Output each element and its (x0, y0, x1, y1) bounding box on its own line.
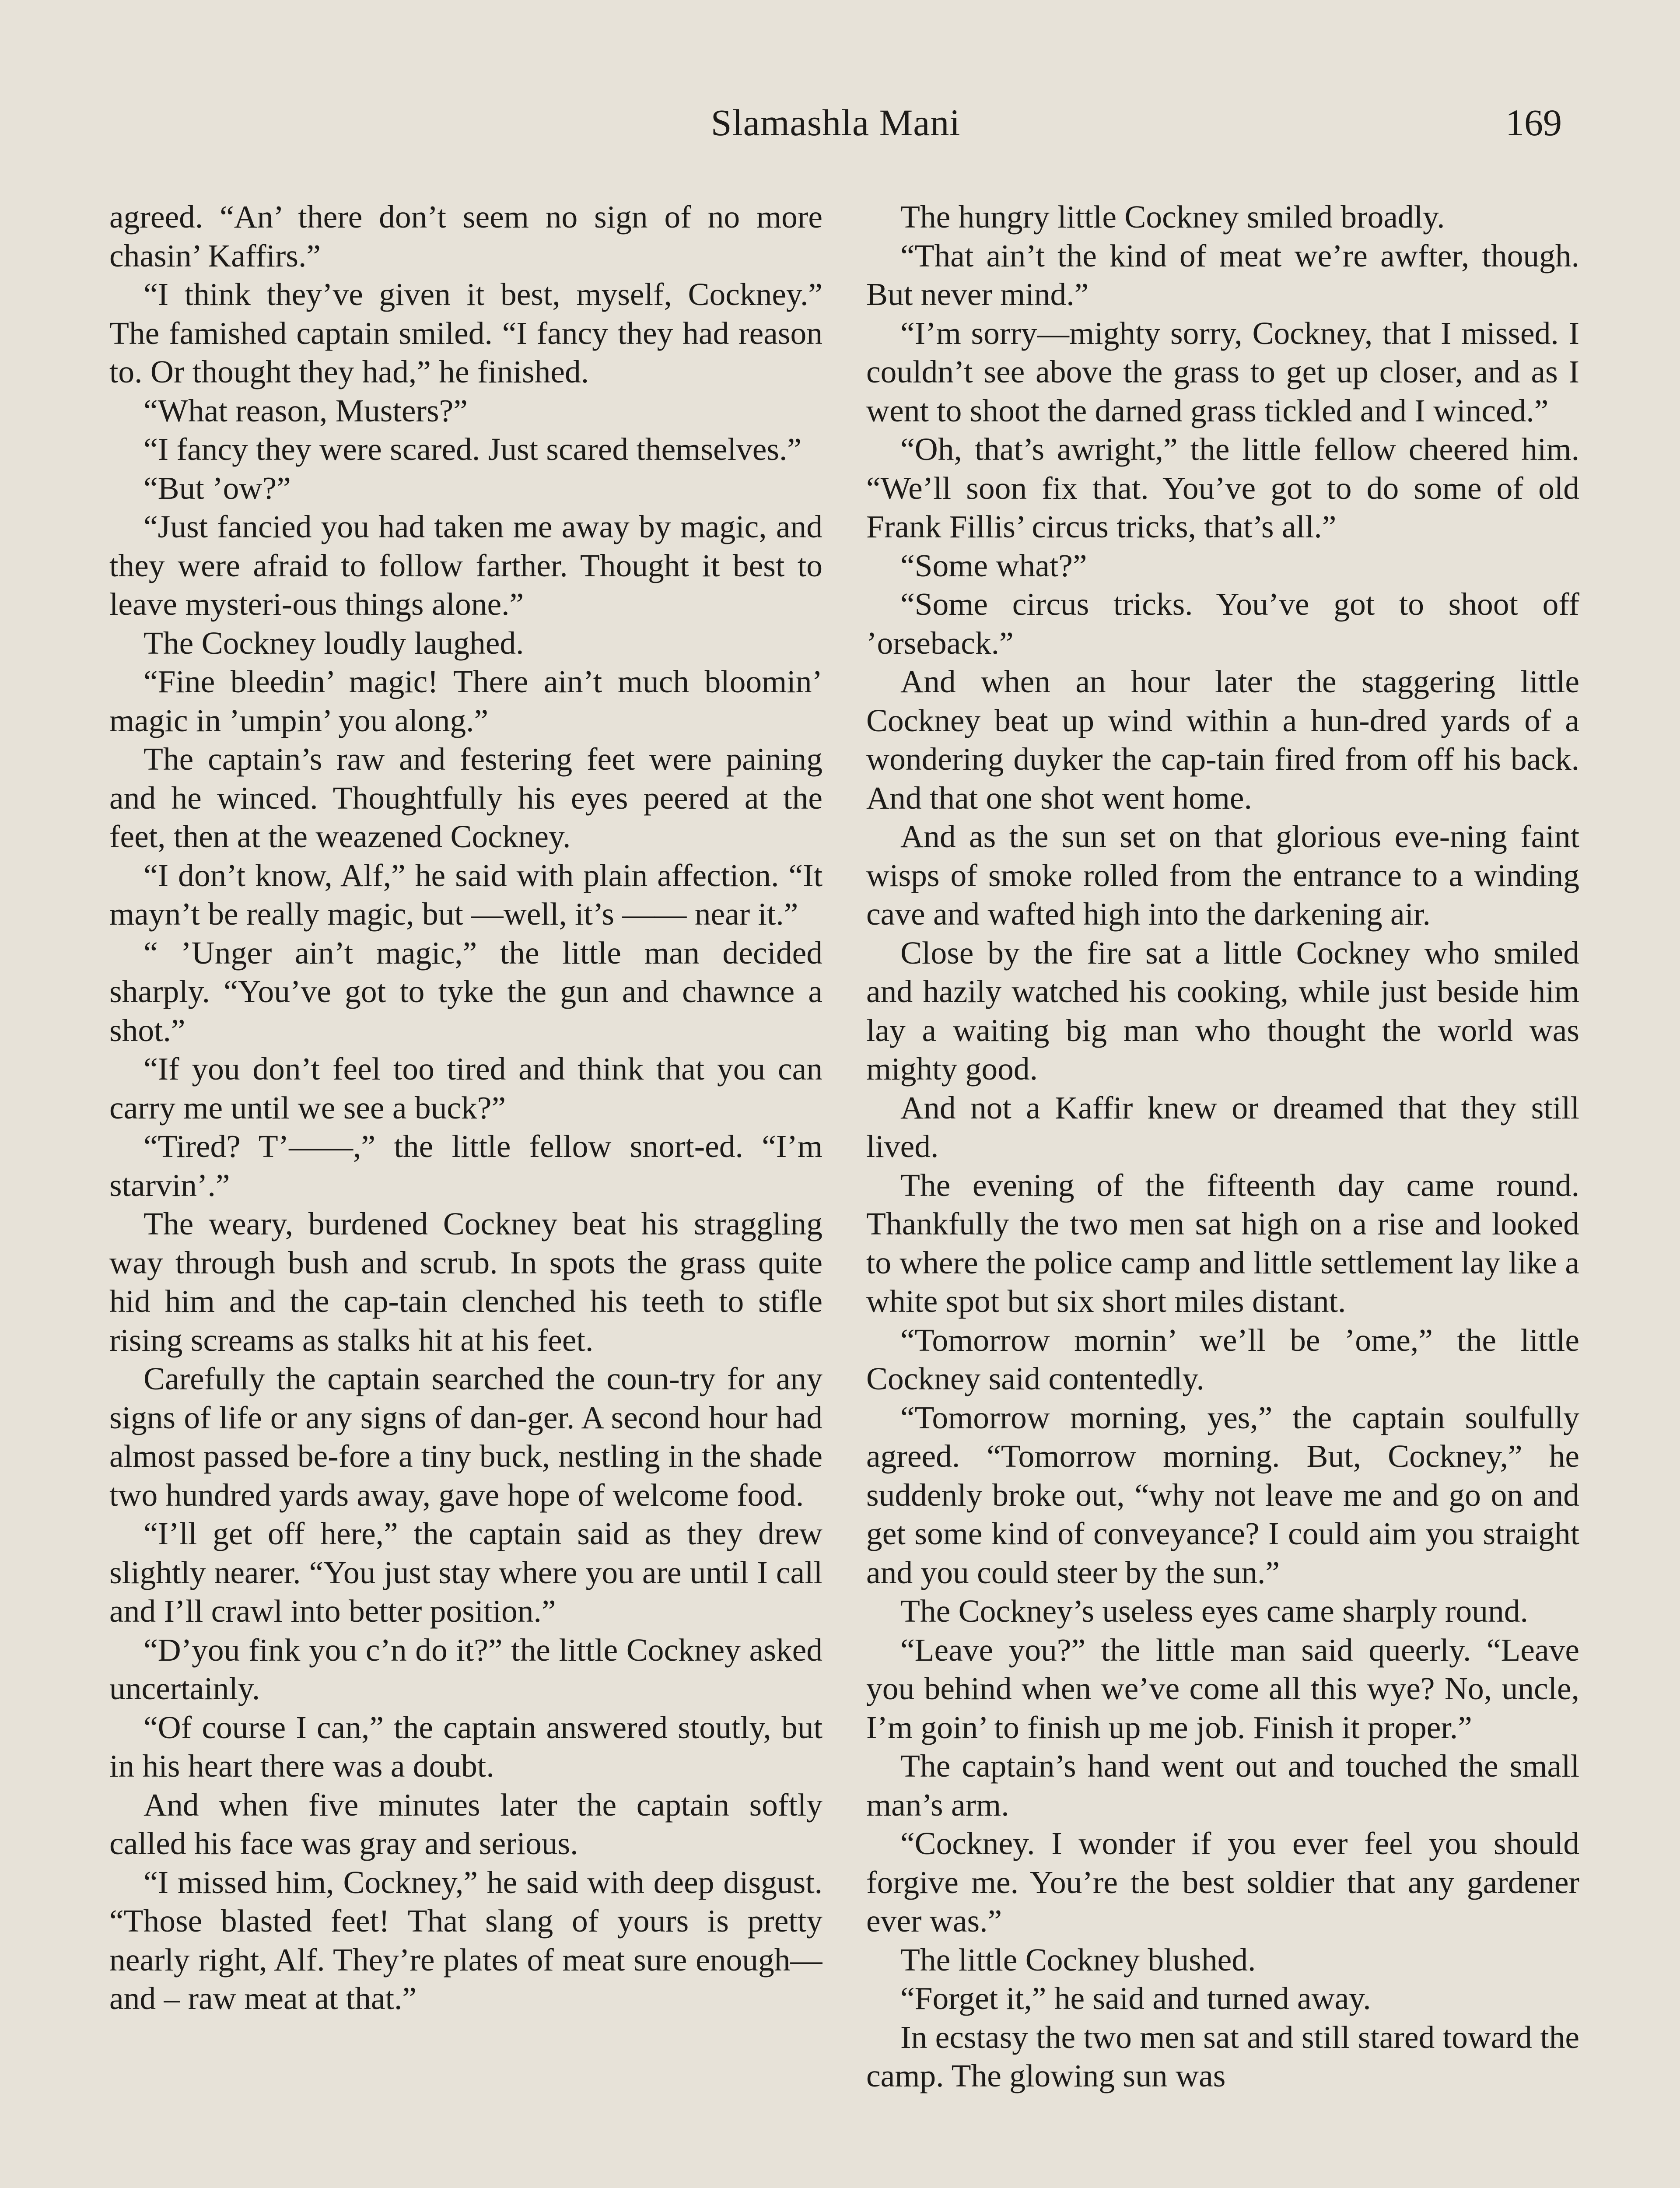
paragraph: “Cockney. I wonder if you ever feel you should forgive me. You’re the best soldier that any gardener ever was.” (866, 1826, 1579, 1939)
paragraph: “Fine bleedin’ magic! There ain’t much bloomin’ magic in ’umpin’ you along.” (109, 664, 822, 738)
paragraph: And when five minutes later the captain softly called his face was gray and serious. (109, 1787, 822, 1861)
paragraph: The weary, burdened Cockney beat his straggling way through bush and scrub. In spots the grass quite hid him and the cap-tain clenched his teeth to stifle rising screams as stalks hit at his feet. (109, 1206, 822, 1358)
paragraph: And as the sun set on that glorious eve-ning faint wisps of smoke rolled from the entrance to a winding cave and wafted high into the darkening air. (866, 819, 1579, 932)
paragraph: The Cockney loudly laughed. (144, 625, 524, 661)
paragraph: “That ain’t the kind of meat we’re awfter, though. But never mind.” (866, 238, 1579, 312)
running-title: Slamashla Mani (710, 102, 961, 144)
paragraph: “I’ll get off here,” the captain said as they drew slightly nearer. “You just stay where you are until I call and I’ll crawl into better position.” (109, 1516, 822, 1629)
paragraph: “I think they’ve given it best, myself, Cockney.” The famished captain smiled. “I fancy they had reason to. Or thought they had,” he finished. (109, 277, 822, 389)
paragraph: “Tomorrow morning, yes,” the captain soulfully agreed. “Tomorrow morning. But, Cockney,” he suddenly broke out, “why not leave me and go on and get some kind of conveyance? I could aim you straight and you could steer by the sun.” (866, 1399, 1579, 1590)
paragraph: In ecstasy the two men sat and still stared toward the camp. The glowing sun was (866, 2019, 1579, 2093)
paragraph: “I don’t know, Alf,” he said with plain affection. “It mayn’t be really magic, but —well, it’s —— near it.” (109, 857, 822, 932)
right-column (866, 198, 1579, 2188)
paragraph: “I fancy they were scared. Just scared themselves.” (144, 431, 802, 467)
paragraph: “Just fancied you had taken me away by magic, and they were afraid to follow farther. Thought it best to leave mysteri-ous things alone.” (109, 509, 822, 622)
paragraph: agreed. “An’ there don’t seem no sign of no more chasin’ Kaffirs.” (109, 199, 822, 274)
paragraph: “Tomorrow mornin’ we’ll be ’ome,” the little Cockney said contentedly. (866, 1322, 1579, 1396)
page-number: 169 (1505, 102, 1562, 144)
left-column (109, 198, 822, 2188)
paragraph: “But ’ow?” (144, 470, 291, 506)
paragraph: “Some circus tricks. You’ve got to shoot off ’orseback.” (866, 586, 1579, 661)
paragraph: The hungry little Cockney smiled broadly. (900, 199, 1445, 235)
paragraph: The captain’s raw and festering feet were paining and he winced. Thoughtfully his eyes peered at the feet, then at the weazened Cockney. (109, 741, 822, 854)
paragraph: “ ’Unger ain’t magic,” the little man decided sharply. “You’ve got to tyke the gun and chawnce a shot.” (109, 935, 822, 1048)
paragraph: Close by the fire sat a little Cockney who smiled and hazily watched his cooking, while just beside him lay a waiting big man who thought the world was mighty good. (866, 935, 1579, 1087)
paragraph: “Forget it,” he said and turned away. (900, 1981, 1371, 2016)
paragraph: The captain’s hand went out and touched the small man’s arm. (866, 1748, 1579, 1823)
paragraph: Carefully the captain searched the coun-try for any signs of life or any signs of dan-ger. A second hour had almost passed be-fore a tiny buck, nestling in the shade two hundred yards away, gave hope of welcome food. (109, 1361, 822, 1513)
paragraph: “What reason, Musters?” (144, 393, 468, 428)
running-head (109, 101, 1562, 149)
paragraph: “Leave you?” the little man said queerly. “Leave you behind when we’ve come all this wye? No, uncle, I’m goin’ to finish up me job. Finish it proper.” (866, 1632, 1579, 1745)
paragraph: The evening of the fifteenth day came round. Thankfully the two men sat high on a rise and looked to where the police camp and little settlement lay like a white spot but six short miles distant. (866, 1167, 1579, 1319)
paragraph: The Cockney’s useless eyes came sharply round. (900, 1593, 1528, 1629)
paragraph: And not a Kaffir knew or dreamed that they still lived. (866, 1090, 1579, 1164)
paragraph: “Of course I can,” the captain answered stoutly, but in his heart there was a doubt. (109, 1709, 822, 1784)
paragraph: “Tired? T’——,” the little fellow snort-ed. “I’m starvin’.” (109, 1129, 822, 1203)
paragraph: “I missed him, Cockney,” he said with deep disgust. “Those blasted feet! That slang of yours is pretty nearly right, Alf. They’re plates of meat sure enough—and – raw meat at that.” (109, 1864, 822, 2016)
paragraph: “If you don’t feel too tired and think that you can carry me until we see a buck?” (109, 1051, 822, 1126)
paragraph: “Some what?” (900, 547, 1087, 583)
paragraph: And when an hour later the staggering little Cockney beat up wind within a hun-dred yards of a wondering duyker the cap-tain fired from off his back. And that one shot went home. (866, 664, 1579, 816)
paragraph: “I’m sorry—mighty sorry, Cockney, that I missed. I couldn’t see above the grass to get up closer, and as I went to shoot the darned grass tickled and I winced.” (866, 315, 1579, 428)
paragraph: The little Cockney blushed. (900, 1942, 1256, 1978)
paragraph: “D’you fink you c’n do it?” the little Cockney asked uncertainly. (109, 1632, 822, 1706)
paragraph: “Oh, that’s awright,” the little fellow cheered him. “We’ll soon fix that. You’ve got to do some of old Frank Fillis’ circus tricks, that’s all.” (866, 431, 1579, 544)
